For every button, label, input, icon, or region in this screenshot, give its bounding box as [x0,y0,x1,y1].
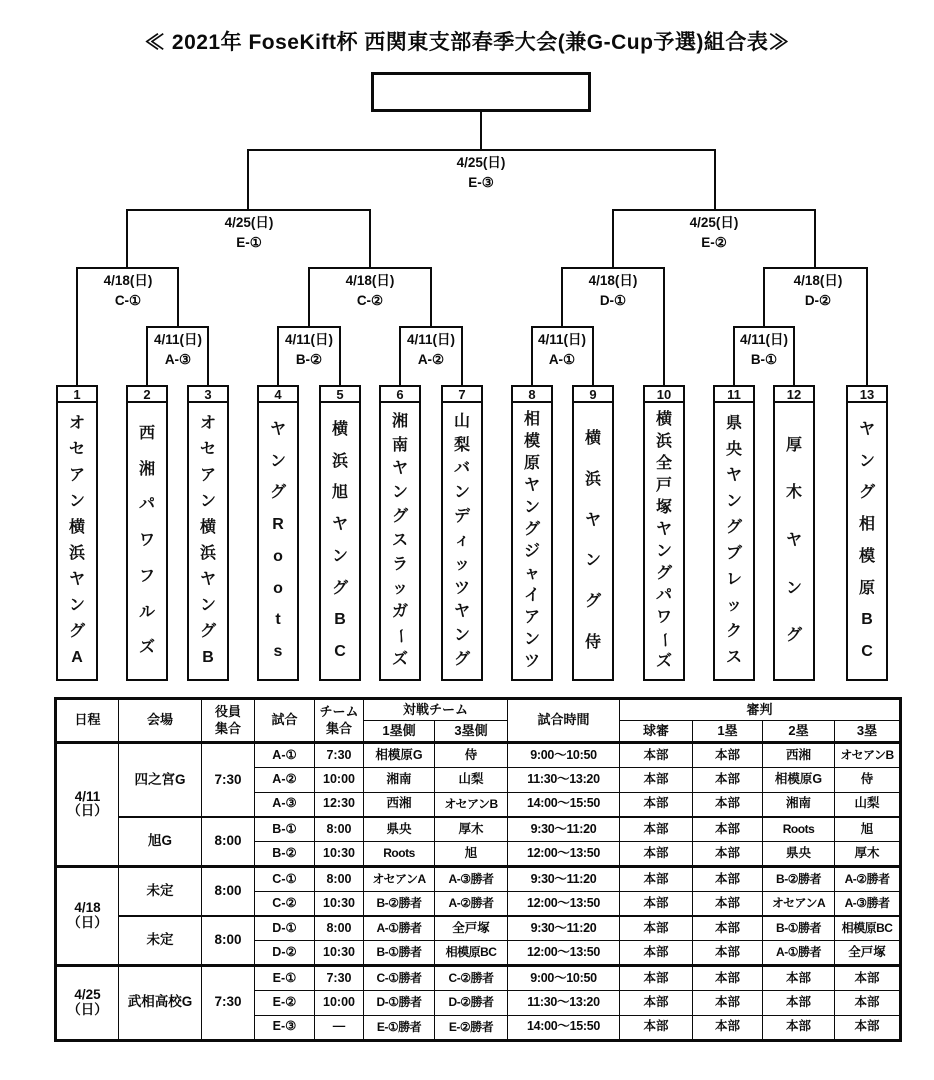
plate-umpire-cell: 本部 [620,941,693,966]
header-staff-meet [202,699,255,743]
team-meet-time-cell: 8:00 [315,916,364,941]
team-meet-time-cell: ― [315,1015,364,1040]
third-base-umpire-cell: 旭 [835,817,901,842]
first-base-team-cell: 西湘 [364,792,435,817]
team-number: 5 [321,387,359,403]
first-base-team-cell: A-①勝者 [364,916,435,941]
second-base-umpire-cell: 西湘 [763,743,835,768]
bracket-label-c2 [346,271,395,311]
first-base-team-cell: 県央 [364,817,435,842]
team-number: 13 [848,387,886,403]
plate-umpire-cell: 本部 [620,792,693,817]
bracket-label-e2 [690,213,739,253]
team-name: 横 浜 旭 ヤ ン グ B C [331,420,348,661]
venue-cell: 未定 [119,916,202,966]
bracket-label-d2 [794,271,843,311]
match-code: D-① [599,293,627,308]
team-number: 11 [715,387,753,403]
team-box-9 [572,385,614,681]
header-meet-line2: 集合 [325,720,352,736]
third-base-umpire-cell: 全戸塚 [835,941,901,966]
header-third-base-side: 3塁側 [435,721,508,743]
team-number: 6 [381,387,419,403]
team-box-1 [56,385,98,681]
match-code-cell: C-② [255,891,315,916]
team-name: ヤ ン グ R o o t s [269,420,286,661]
third-base-team-cell: 山梨 [435,767,508,792]
header-3b-umpire: 3塁 [835,721,901,743]
third-base-team-cell: 旭 [435,842,508,867]
team-name: 山 梨 バ ン デ ィ ッ ツ ヤ ン グ [453,412,470,669]
third-base-umpire-cell: 相模原BC [835,916,901,941]
champion-box [371,72,591,112]
match-date: 4/25(日) [224,215,274,230]
team-name: 横 浜 全 戸 塚 ヤ ン グ パ ワ ー ズ [655,411,673,670]
match-code: A-① [548,352,576,367]
second-base-umpire-cell: A-①勝者 [763,941,835,966]
plate-umpire-cell: 本部 [620,990,693,1015]
team-name: ヤ ン グ 相 模 原 B C [858,420,875,661]
team-meet-time-cell: 7:30 [315,743,364,768]
team-box-2 [126,385,168,681]
venue-cell: 未定 [119,866,202,916]
second-base-umpire-cell: 本部 [763,966,835,991]
match-code-cell: A-③ [255,792,315,817]
schedule-row-D-① [56,916,901,941]
game-time-cell: 12:00～13:50 [508,842,620,867]
team-number: 8 [513,387,551,403]
first-base-umpire-cell: 本部 [693,990,763,1015]
header-opponents: 対戦チーム [364,699,508,721]
page-title: ≪ 2021年 FoseKift杯 西関東支部春季大会(兼G-Cup予選)組合表≫ [144,31,790,54]
game-time-cell: 9:30～11:20 [508,817,620,842]
match-code: A-③ [164,352,192,367]
team-name: 相 模 原 ヤ ン グ ジ ャ イ ア ン ツ [523,411,540,670]
third-base-team-cell: D-②勝者 [435,990,508,1015]
team-meet-time-cell: 10:00 [315,990,364,1015]
first-base-umpire-cell: 本部 [693,941,763,966]
team-number: 3 [189,387,227,403]
match-code-cell: B-② [255,842,315,867]
first-base-umpire-cell: 本部 [693,792,763,817]
header-date: 日程 [56,699,119,743]
schedule-row-B-① [56,817,901,842]
third-base-umpire-cell: 本部 [835,966,901,991]
team-number: 2 [128,387,166,403]
match-code-cell: A-① [255,743,315,768]
match-date: 4/11(日) [537,332,587,347]
third-base-umpire-cell: 本部 [835,990,901,1015]
team-name: 厚 木 ヤ ン グ [785,436,802,645]
team-name: 湘 南 ヤ ン グ ス ラ ッ ガ ー ズ [391,412,409,669]
team-name: オ セ ア ン 横 浜 ヤ ン グ A [68,415,85,666]
game-time-cell: 9:00～10:50 [508,966,620,991]
header-umpires: 審判 [620,699,901,721]
first-base-umpire-cell: 本部 [693,916,763,941]
second-base-umpire-cell: B-②勝者 [763,866,835,891]
header-meet-line1: チーム [319,704,359,720]
match-code-cell: E-② [255,990,315,1015]
staff-meet-time-cell: 8:00 [202,817,255,867]
team-box-13 [846,385,888,681]
header-game-time: 試合時間 [508,699,620,743]
venue-cell: 旭G [119,817,202,867]
third-base-umpire-cell: A-②勝者 [835,866,901,891]
team-name: 県 央 ヤ ン グ ブ レ ッ ク ス [725,415,742,666]
second-base-umpire-cell: Roots [763,817,835,842]
team-name: オ セ ア ン 横 浜 ヤ ン グ B [199,415,216,666]
match-date: 4/18(日) [103,273,153,288]
team-meet-time-cell: 12:30 [315,792,364,817]
team-meet-time-cell: 10:30 [315,842,364,867]
plate-umpire-cell: 本部 [620,842,693,867]
team-name: 横 浜 ヤ ン グ 侍 [584,429,601,652]
first-base-umpire-cell: 本部 [693,891,763,916]
bracket-label-e1 [225,213,274,253]
second-base-umpire-cell: オセアンA [763,891,835,916]
third-base-team-cell: E-②勝者 [435,1015,508,1040]
team-meet-time-cell: 10:30 [315,941,364,966]
game-time-cell: 14:00～15:50 [508,792,620,817]
first-base-team-cell: Roots [364,842,435,867]
plate-umpire-cell: 本部 [620,743,693,768]
third-base-team-cell: A-②勝者 [435,891,508,916]
match-code-cell: A-② [255,767,315,792]
plate-umpire-cell: 本部 [620,817,693,842]
first-base-team-cell: B-①勝者 [364,941,435,966]
match-date: 4/11(日) [153,332,203,347]
plate-umpire-cell: 本部 [620,916,693,941]
staff-meet-time-cell: 8:00 [202,916,255,966]
plate-umpire-cell: 本部 [620,891,693,916]
game-time-cell: 11:30～13:20 [508,990,620,1015]
team-meet-time-cell: 10:30 [315,891,364,916]
third-base-team-cell: A-③勝者 [435,866,508,891]
second-base-umpire-cell: 本部 [763,1015,835,1040]
match-date: 4/25(日) [456,155,506,170]
third-base-umpire-cell: A-③勝者 [835,891,901,916]
team-box-4 [257,385,299,681]
team-meet-time-cell: 10:00 [315,767,364,792]
first-base-team-cell: B-②勝者 [364,891,435,916]
first-base-umpire-cell: 本部 [693,842,763,867]
team-box-8 [511,385,553,681]
match-code-cell: E-① [255,966,315,991]
match-date: 4/11(日) [739,332,789,347]
first-base-umpire-cell: 本部 [693,866,763,891]
first-base-umpire-cell: 本部 [693,767,763,792]
header-1b-umpire: 1塁 [693,721,763,743]
header-match: 試合 [255,699,315,743]
match-code: B-① [750,352,778,367]
team-number: 7 [443,387,481,403]
third-base-team-cell: C-②勝者 [435,966,508,991]
match-code: A-② [417,352,445,367]
game-time-cell: 9:00～10:50 [508,743,620,768]
match-date: 4/18(日) [793,273,843,288]
team-box-3 [187,385,229,681]
header-venue: 会場 [119,699,202,743]
match-code: C-② [356,293,384,308]
third-base-umpire-cell: 山梨 [835,792,901,817]
header-staff-line2: 集合 [214,720,241,736]
team-box-12 [773,385,815,681]
team-number: 10 [645,387,683,403]
third-base-team-cell: 全戸塚 [435,916,508,941]
match-code: D-② [804,293,832,308]
game-time-cell: 11:30～13:20 [508,767,620,792]
header-first-base-side: 1塁側 [364,721,435,743]
header-2b-umpire: 2塁 [763,721,835,743]
team-number: 12 [775,387,813,403]
team-meet-time-cell: 7:30 [315,966,364,991]
first-base-umpire-cell: 本部 [693,966,763,991]
match-date: 4/11(日) [284,332,334,347]
bracket-label-a1 [538,330,586,370]
match-code-cell: E-③ [255,1015,315,1040]
third-base-umpire-cell: 侍 [835,767,901,792]
team-box-7 [441,385,483,681]
second-base-umpire-cell: 本部 [763,990,835,1015]
game-time-cell: 12:00～13:50 [508,941,620,966]
game-time-cell: 9:30～11:20 [508,866,620,891]
third-base-team-cell: 侍 [435,743,508,768]
team-number: 4 [259,387,297,403]
team-number: 1 [58,387,96,403]
first-base-umpire-cell: 本部 [693,817,763,842]
schedule-row-C-① [56,866,901,891]
bracket-label-a2 [407,330,455,370]
schedule-row-A-① [56,743,901,768]
team-box-5 [319,385,361,681]
second-base-umpire-cell: B-①勝者 [763,916,835,941]
second-base-umpire-cell: 湘南 [763,792,835,817]
game-time-cell: 9:30～11:20 [508,916,620,941]
match-code: E-③ [468,175,494,190]
first-base-umpire-cell: 本部 [693,743,763,768]
third-base-team-cell: オセアンB [435,792,508,817]
team-meet-time-cell: 8:00 [315,866,364,891]
match-code-cell: C-① [255,866,315,891]
match-code: B-② [295,352,323,367]
first-base-team-cell: オセアンA [364,866,435,891]
staff-meet-time-cell: 8:00 [202,866,255,916]
second-base-umpire-cell: 県央 [763,842,835,867]
match-code: E-② [701,235,727,250]
plate-umpire-cell: 本部 [620,1015,693,1040]
first-base-team-cell: E-①勝者 [364,1015,435,1040]
team-meet-time-cell: 8:00 [315,817,364,842]
plate-umpire-cell: 本部 [620,767,693,792]
team-box-11 [713,385,755,681]
bracket-label-b2 [285,330,333,370]
team-name: 西 湘 パ ワ フ ル ズ [138,424,155,657]
first-base-umpire-cell: 本部 [693,1015,763,1040]
third-base-umpire-cell: 本部 [835,1015,901,1040]
venue-cell: 四之宮G [119,743,202,817]
date-cell: 4/25 （日） [56,966,119,1040]
first-base-team-cell: 湘南 [364,767,435,792]
third-base-umpire-cell: オセアンB [835,743,901,768]
schedule-table [54,697,902,1042]
bracket-label-c1 [104,271,153,311]
header-team-meet [315,699,364,743]
bracket-label-e3 [457,153,506,193]
match-date: 4/11(日) [406,332,456,347]
first-base-team-cell: D-①勝者 [364,990,435,1015]
first-base-team-cell: C-①勝者 [364,966,435,991]
team-box-6 [379,385,421,681]
game-time-cell: 12:00～13:50 [508,891,620,916]
bracket-label-a3 [154,330,202,370]
first-base-team-cell: 相模原G [364,743,435,768]
date-cell: 4/11 （日） [56,743,119,867]
match-code-cell: D-② [255,941,315,966]
third-base-team-cell: 厚木 [435,817,508,842]
team-box-10 [643,385,685,681]
match-date: 4/18(日) [588,273,638,288]
match-code: C-① [114,293,142,308]
plate-umpire-cell: 本部 [620,966,693,991]
bracket-label-b1 [740,330,788,370]
match-code-cell: B-① [255,817,315,842]
third-base-team-cell: 相模原BC [435,941,508,966]
bracket-label-d1 [589,271,638,311]
header-plate-umpire: 球審 [620,721,693,743]
date-cell: 4/18 （日） [56,866,119,965]
plate-umpire-cell: 本部 [620,866,693,891]
venue-cell: 武相高校G [119,966,202,1040]
staff-meet-time-cell: 7:30 [202,743,255,817]
match-code-cell: D-① [255,916,315,941]
second-base-umpire-cell: 相模原G [763,767,835,792]
schedule-row-E-① [56,966,901,991]
match-date: 4/18(日) [345,273,395,288]
staff-meet-time-cell: 7:30 [202,966,255,1040]
third-base-umpire-cell: 厚木 [835,842,901,867]
match-code: E-① [236,235,262,250]
header-staff-line1: 役員 [214,704,241,720]
match-date: 4/25(日) [689,215,739,230]
game-time-cell: 14:00～15:50 [508,1015,620,1040]
team-number: 9 [574,387,612,403]
